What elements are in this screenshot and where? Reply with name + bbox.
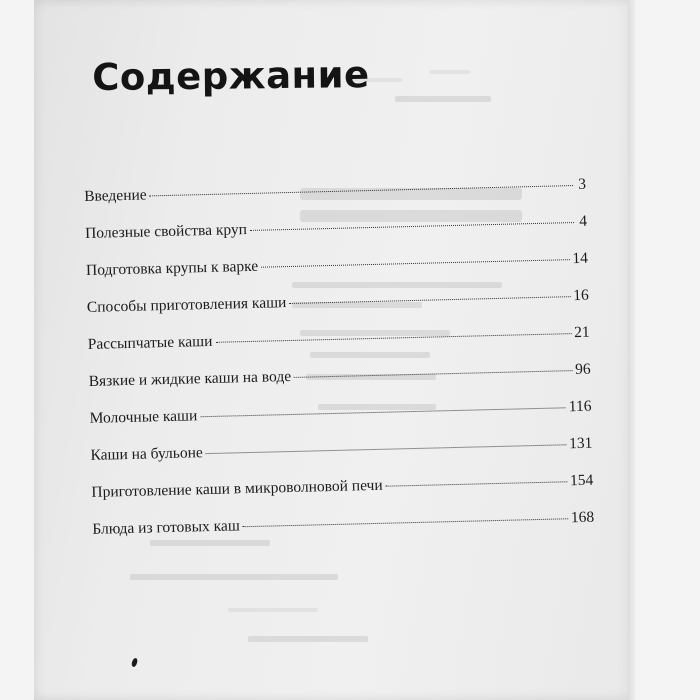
page-title: Содержание	[92, 53, 370, 99]
toc-entry-page: 14	[572, 249, 589, 268]
dot-leader	[215, 333, 571, 343]
toc-entry-title: Способы приготовления каши	[86, 294, 287, 316]
toc-entry-page: 4	[579, 212, 588, 230]
toc-entry-page: 16	[573, 286, 589, 305]
dot-leader	[261, 259, 569, 268]
toc-entry-title: Приготовление каши в микроволновой печи	[91, 476, 383, 501]
dot-leader	[294, 370, 572, 378]
toc-entry-title: Каши на бульоне	[90, 444, 203, 464]
dot-leader	[243, 518, 568, 527]
dot-leader	[206, 444, 566, 454]
dot-leader	[250, 222, 574, 231]
toc-entry-title: Вязкие и жидкие каши на воде	[88, 367, 292, 390]
toc-entry-title: Блюда из готовых каш	[92, 517, 240, 538]
toc-entry-page: 96	[574, 360, 591, 379]
toc-entry-title: Рассыпчатые каши	[87, 332, 213, 353]
toc-entry-title: Молочные каши	[89, 407, 198, 427]
dot-leader	[150, 185, 573, 196]
toc-entry-title: Введение	[84, 186, 147, 205]
dot-leader	[200, 407, 566, 417]
page-edge	[628, 0, 636, 700]
toc-entry-page: 116	[568, 397, 592, 416]
toc-entry-title: Подготовка крупы к варке	[85, 257, 259, 279]
toc-entry-page: 154	[569, 471, 594, 490]
toc-entry-page: 168	[570, 508, 595, 527]
toc-entry-title: Полезные свойства круп	[84, 221, 248, 242]
toc-entry-page: 3	[578, 175, 587, 193]
toc-entry-page: 21	[573, 323, 590, 342]
dot-leader	[289, 296, 570, 304]
dot-leader	[386, 481, 567, 486]
table-of-contents	[84, 176, 595, 558]
toc-entry-page: 131	[568, 434, 593, 453]
